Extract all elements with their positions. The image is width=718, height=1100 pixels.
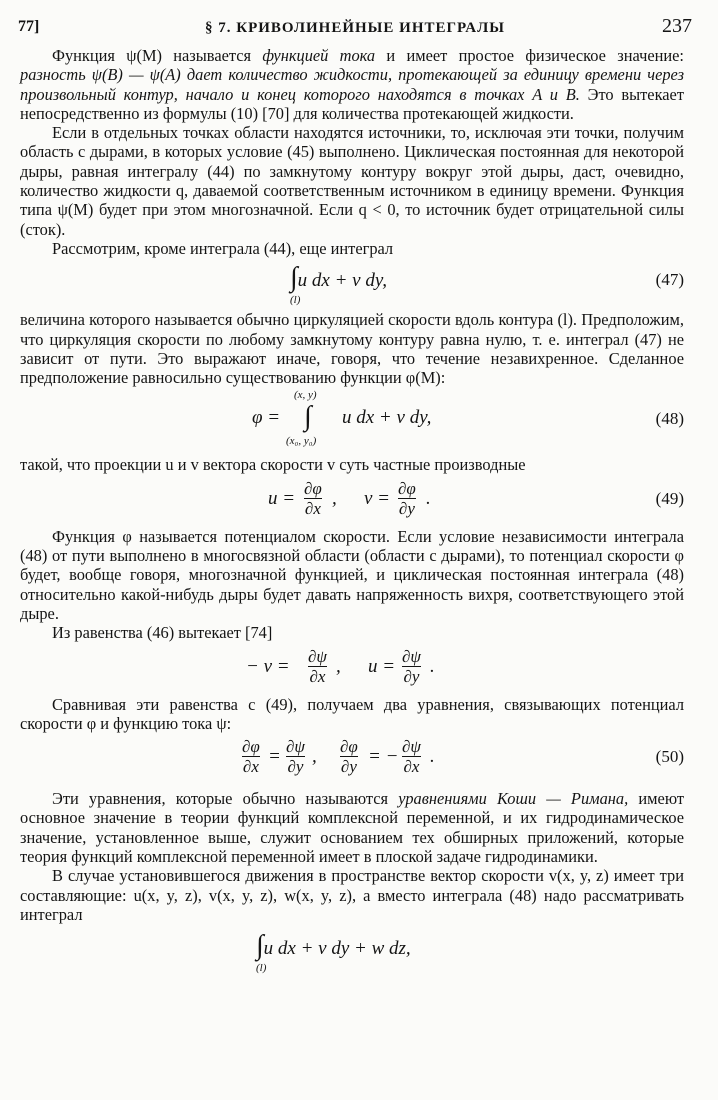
equation-50: $\frac{\partial\varphi}{\partial x}$ = $\frac{\partial\psi}{\partial y}$ , $\frac{\partial\varphi}{\partial y}$ = − $\frac{\partial\psi}{\partial x}$ . (50) [242,737,684,777]
paragraph-comparing: Сравнивая эти равенства с (49), получаем два уравнения, связывающих потенциал скорости φ и функцию тока ψ: [20,694,684,733]
paragraph-3d-case: В случае установившегося движения в пространстве вектор скорости v(x, y, z) имеет три составляющие: u(x, y, z), v(x, y, z), w(x, y, z), а вместо интеграла (48) надо рассматривать интеграл [20,866,684,924]
paragraph-projections: такой, что проекции u и v вектора скорости v суть частные производные [20,455,526,475]
equation-49: u = $\frac{\partial\varphi}{\partial x}$ , v = $\frac{\partial\varphi}{\partial y}$ . (49) [268,478,684,518]
page-body [20,46,684,984]
paragraph-sources: Если в отдельных точках области находятся источники, то, исключая эти точки, получим область с дырами, в которых условие (45) выполнено. Циклическая постоянная для некоторой дыры, равная интегралу (44) по замкнутому контуру вокруг этой дыры, даст, очевидно, количество жидкости q, даваемой соответственным источником в единицу времени. Функция типа ψ(M) будет при этом многозначной. Если q < 0, то источник будет отрицательной силы (сток). [20,123,684,239]
running-header [18,12,692,42]
header-title: § 7. КРИВОЛИНЕЙНЫЕ ИНТЕГРАЛЫ [204,20,506,36]
equation-number-47: (47) [655,270,684,290]
paragraph-velocity-potential: Функция φ называется потенциалом скорости. Если условие независимости интеграла (48) от пути выполнено в многосвязной области (области с дырами), то потенциал скорости φ будет, вообще говоря, многозначной функцией, и циклическая постоянная интеграла (48) относительно какой-нибудь дыры будет давать напряженность вихря, соответствующего этой дыре. [20,526,684,623]
equation-number-48: (48) [655,409,684,429]
paragraph-cauchy-riemann: Эти уравнения, которые обычно называются уравнениями Коши — Римана, имеют основное значение в теории функций комплексной переменной, и их гидродинамическое значение, установленное выше, служит основанием тех обширных приложений, которые теория функций комплексной переменной имеет в плоской задаче гидродинамики. [20,789,685,867]
header-section-ref: 77] [18,18,40,35]
equation-unnumbered-1: − v = $\frac{\partial\psi}{\partial x}$ , u = $\frac{\partial\psi}{\partial y}$ . [246,646,435,686]
paragraph-stream-function: Функция ψ(M) называется функцией тока и имеет простое физическое значение: разность ψ(B) — ψ(A) дает количество жидкости, протекающей за единицу времени через произвольный контур, начало и конец которого находятся в точках A и B. Это вытекает непосредственно из формулы (10) [70] для количества протекающей жидкости. [20,46,684,123]
equation-unnumbered-2: ∫u dx + v dy + w dz, (l) [256,930,411,975]
equation-48: φ = (x, y) ∫ (x₀, y₀) u dx + v dy, (48) [252,389,684,448]
equation-47: ∫u dx + v dy, (l) (47) [290,262,684,307]
page-number: 237 [662,15,692,37]
paragraph-from-equality: Из равенства (46) вытекает [74] [52,623,273,643]
paragraph-consider-integral: Рассмотрим, кроме интеграла (44), еще интеграл [52,238,394,258]
paragraph-circulation: величина которого называется обычно циркуляцией скорости вдоль контура (l). Предположим, что циркуляция скорости по любому замкнутому контуру равна нулю, т. е. интеграл (47) не зависит от пути. Это выражают иначе, говоря, что течение незавихренное. Сделанное предположение равносильно существованию функции φ(M): [20,310,684,388]
equation-number-50: (50) [655,747,684,767]
equation-number-49: (49) [655,488,684,508]
